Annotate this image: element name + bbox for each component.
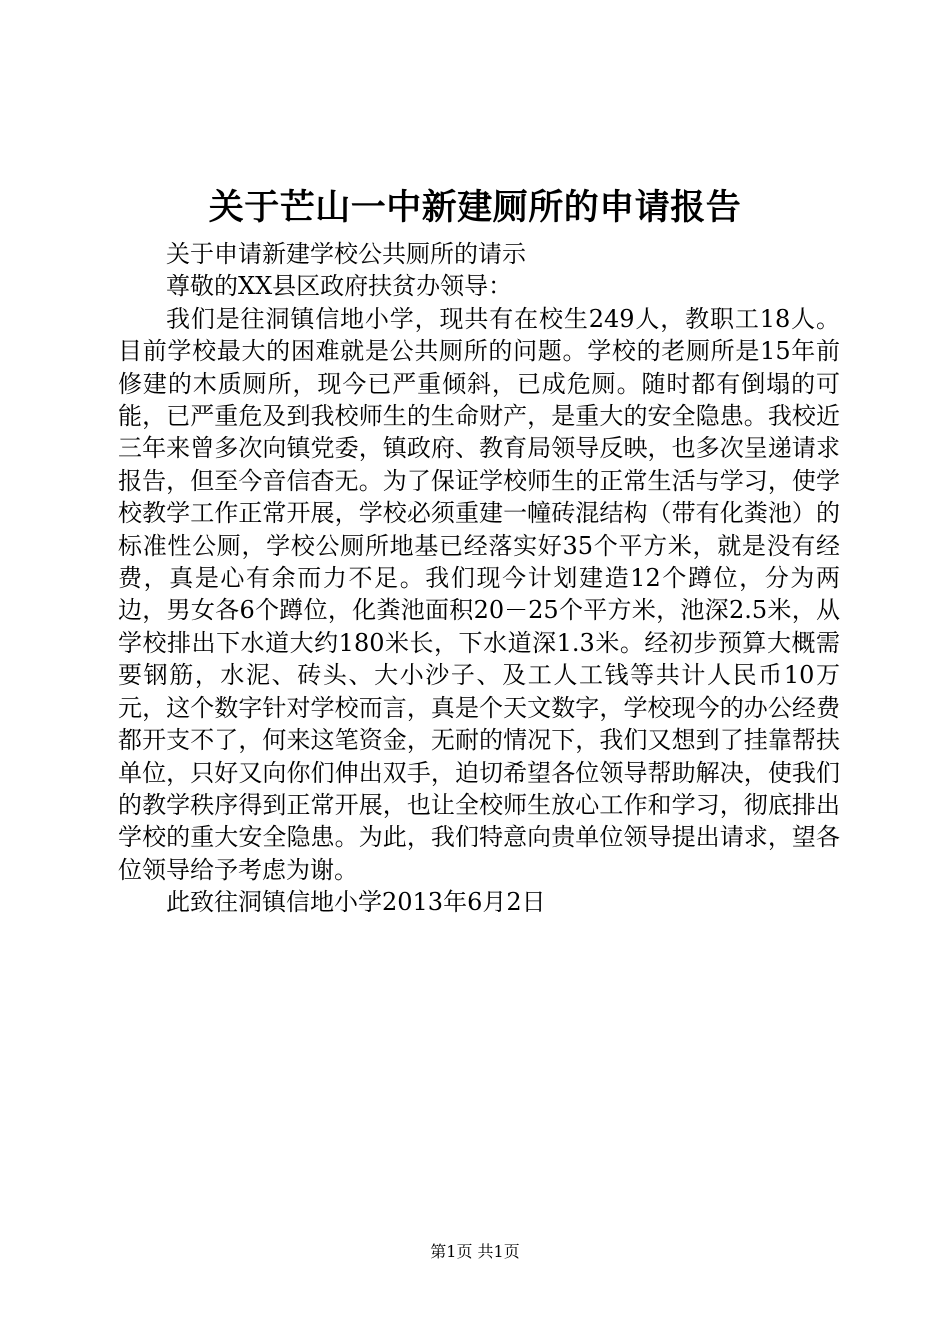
closing-paragraph: 此致往洞镇信地小学2013年6月2日 [166, 888, 546, 917]
subtitle-paragraph: 关于申请新建学校公共厕所的请示 [166, 240, 526, 268]
document-title: 关于芒山一中新建厕所的申请报告 [208, 187, 742, 228]
body-paragraph: 我们是往洞镇信地小学，现共有在校生249人，教职工18人。目前学校最大的困难就是公共厕所的问题。学校的老厕所是15年前修建的木质厕所，现今已严重倾斜，已成危厕。随时都有倒塌的可能，已严重危及到我校师生的生命财产，是重大的安全隐患。我校近三年来曾多次向镇党委，镇政府、教育局领导反映，也多次呈递请求报告，但至今音信杳无。为了保证学校师生的正常生活与学习，使学校教学工作正常开展，学校必须重建一幢砖混结构（带有化粪池）的标准性公厕，学校公厕所地基已经落实好35个平方米，就是没有经费，真是心有余而力不足。我们现今计划建造12个蹲位，分为两边，男女各6个蹲位，化粪池面积20－25个平方米，池深2.5米，从学校排出下水道大约180米长，下水道深1.3米。经初步预算大概需要钢筋，水泥、砖头、大小沙子、及工人工钱等共计人民币10万元，这个数字针对学校而言，真是个天文数字，学校现今的办公经费都开支不了，何来这笔资金，无耐的情况下，我们又想到了挂靠帮扶单位，只好又向你们伸出双手，迫切希望各位领导帮助解决，使我们的教学秩序得到正常开展，也让全校师生放心工作和学习，彻底排出学校的重大安全隐患。为此，我们特意向贵单位领导提出请求，望各位领导给予考虑为谢。 [118, 304, 840, 884]
document-body [118, 238, 840, 919]
salutation-paragraph: 尊敬的XX县区政府扶贫办领导： [166, 272, 513, 301]
page-number-footer: 第1页 共1页 [430, 1242, 520, 1261]
